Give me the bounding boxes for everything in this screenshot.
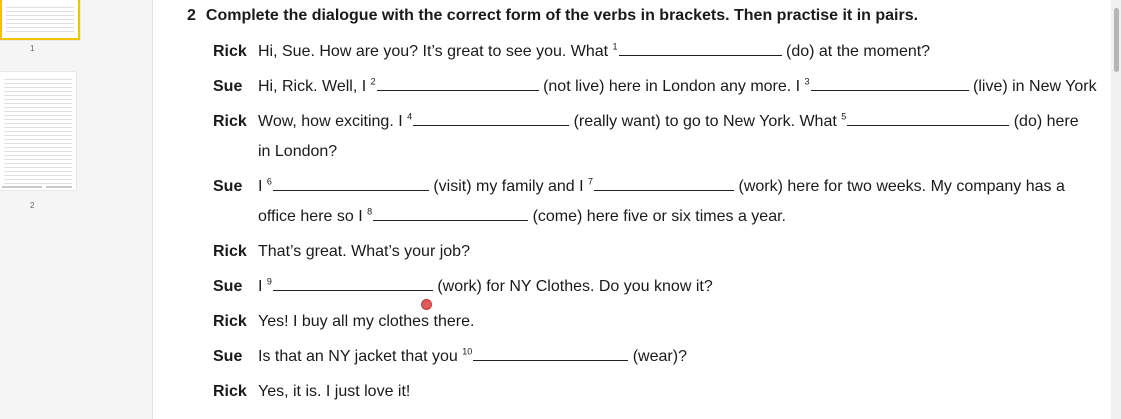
dialogue-line-continued: in London? <box>258 143 338 160</box>
gap-number: 1 <box>612 41 618 52</box>
answer-gap[interactable] <box>619 43 782 56</box>
line-text: (do) at the moment? <box>781 43 931 60</box>
page-thumbnail-2[interactable] <box>0 72 76 190</box>
speaker-label: Sue <box>213 348 243 365</box>
line-text: (come) here five or six times a year. <box>528 208 786 225</box>
answer-gap[interactable] <box>273 178 429 191</box>
line-text: Yes, it is. I just love it! <box>258 383 411 400</box>
vertical-scrollbar[interactable] <box>1111 0 1121 419</box>
line-text: Is that an NY jacket that you <box>258 348 463 365</box>
line-text: That’s great. What’s your job? <box>258 243 470 260</box>
line-text: (not live) here in London any more. I <box>538 78 805 95</box>
dialogue-line <box>258 43 930 61</box>
exercise-instruction: Complete the dialogue with the correct form of the verbs in brackets. Then practise it in pairs. <box>205 7 919 24</box>
answer-gap[interactable] <box>273 278 433 291</box>
speaker-label: Rick <box>213 313 247 330</box>
thumbnail-divider <box>46 186 72 188</box>
gap-number: 3 <box>804 76 810 87</box>
line-text: (wear)? <box>628 348 687 365</box>
page-thumbnail-1[interactable] <box>0 0 80 40</box>
dialogue-line <box>258 113 1079 131</box>
line-text: office here so I <box>258 208 368 225</box>
answer-gap[interactable] <box>811 78 969 91</box>
line-text: (work) here for two weeks. My company has a <box>734 178 1065 195</box>
line-text: Wow, how exciting. I <box>258 113 408 130</box>
page-number-1: 1 <box>30 44 35 53</box>
answer-gap[interactable] <box>594 178 734 191</box>
answer-gap[interactable] <box>413 113 569 126</box>
line-text: (live) in New York <box>968 78 1097 95</box>
speaker-label: Rick <box>213 383 247 400</box>
dialogue-line <box>258 278 713 296</box>
line-text: (work) for NY Clothes. Do you know it? <box>432 278 713 295</box>
thumbnail-divider <box>2 186 42 188</box>
speaker-label: Rick <box>213 113 247 130</box>
gap-number: 9 <box>266 276 272 287</box>
scrollbar-thumb[interactable] <box>1114 8 1119 72</box>
dialogue-line <box>258 243 470 261</box>
answer-gap[interactable] <box>377 78 539 91</box>
dialogue-line <box>258 78 1097 96</box>
line-text: Yes! I buy all my clothes there. <box>258 313 475 330</box>
gap-number: 6 <box>266 176 272 187</box>
line-text: Hi, Rick. Well, I <box>258 78 371 95</box>
speaker-label: Sue <box>213 178 243 195</box>
answer-gap[interactable] <box>847 113 1009 126</box>
dialogue-line <box>258 313 474 331</box>
exercise-number: 2 <box>187 7 196 24</box>
gap-number: 7 <box>588 176 594 187</box>
dialogue-line <box>258 383 410 401</box>
dialogue-line <box>258 348 687 366</box>
exercise-heading <box>187 7 918 25</box>
gap-number: 2 <box>370 76 376 87</box>
dialogue-line <box>258 178 1065 196</box>
speaker-label: Sue <box>213 278 243 295</box>
thumbnail-preview <box>6 4 74 34</box>
line-text: (do) here <box>1009 113 1079 130</box>
gap-number: 10 <box>462 346 473 357</box>
thumbnail-preview <box>4 76 72 186</box>
gap-number: 4 <box>407 111 413 122</box>
answer-gap[interactable] <box>373 208 528 221</box>
speaker-label: Rick <box>213 43 247 60</box>
line-text: I <box>258 278 267 295</box>
page-thumbnail-sidebar <box>0 0 153 419</box>
answer-gap[interactable] <box>473 348 628 361</box>
speaker-label: Rick <box>213 243 247 260</box>
gap-number: 5 <box>841 111 847 122</box>
dialogue-line-continued <box>258 208 786 226</box>
line-text: Hi, Sue. How are you? It’s great to see you. What <box>258 43 613 60</box>
mouse-cursor-indicator <box>421 299 432 310</box>
page-number-2: 2 <box>30 201 35 210</box>
speaker-label: Sue <box>213 78 243 95</box>
gap-number: 8 <box>367 206 373 217</box>
line-text: I <box>258 178 267 195</box>
line-text: (visit) my family and I <box>428 178 589 195</box>
line-text: (really want) to go to New York. What <box>569 113 842 130</box>
